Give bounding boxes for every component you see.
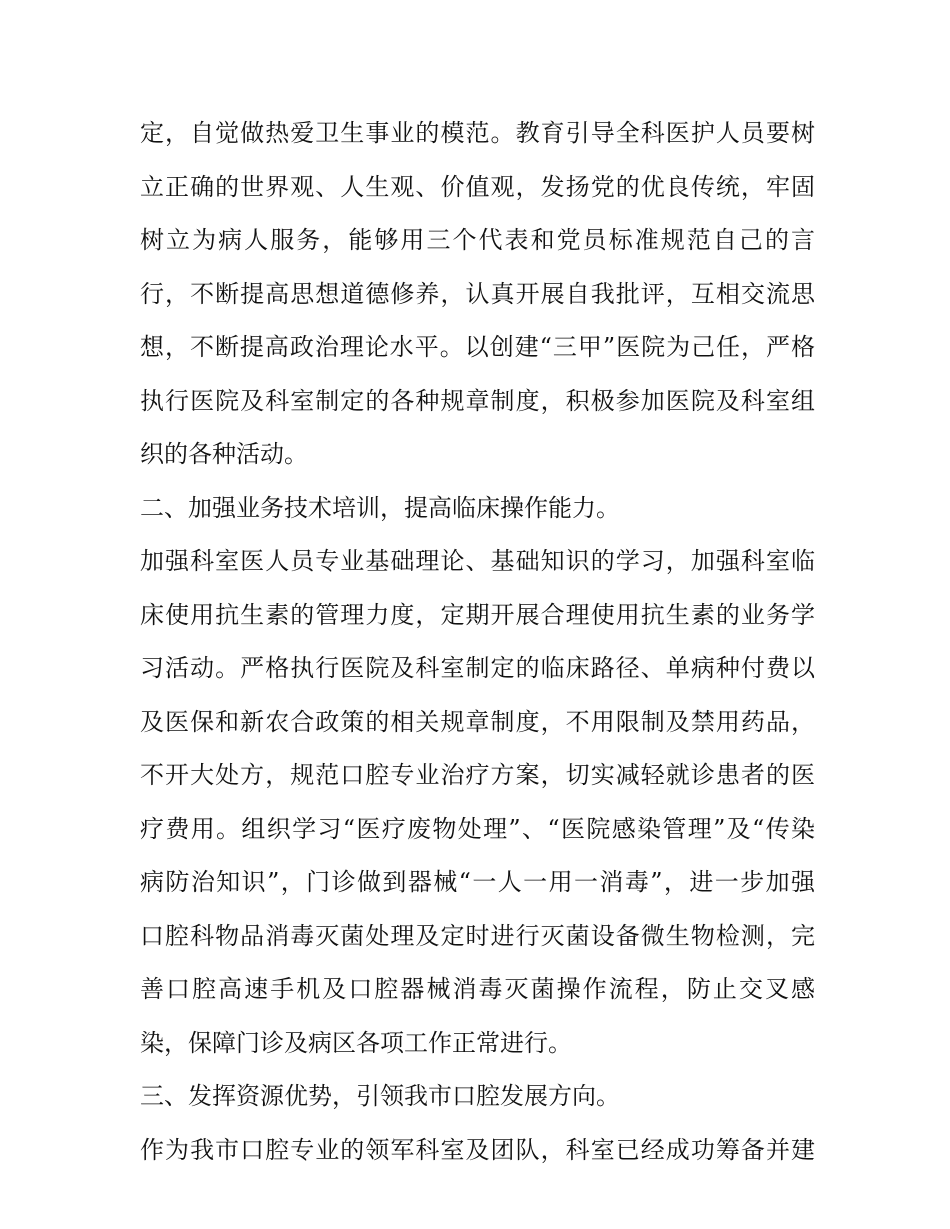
text-line: 疗费用。组织学习“医疗废物处理”、“医院感染管理”及“传染 (140, 814, 815, 843)
body-text (140, 107, 815, 1177)
text-line: 定，自觉做热爱卫生事业的模范。教育引导全科医护人员要树 (140, 119, 815, 147)
text-line: 想，不断提高政治理论水平。以创建“三甲”医院为己任，严格 (140, 333, 815, 361)
text-line: 行，不断提高思想道德修养，认真开展自我批评，互相交流思 (140, 279, 815, 308)
text-line: 织的各种活动。 (140, 440, 308, 468)
text-line: 执行医院及科室制定的各种规章制度，积极参加医院及科室组 (140, 386, 815, 415)
text-line: 床使用抗生素的管理力度，定期开展合理使用抗生素的业务学 (140, 600, 815, 629)
text-line: 树立为病人服务，能够用三个代表和党员标准规范自己的言 (140, 226, 815, 254)
text-line: 口腔科物品消毒灭菌处理及定时进行灭菌设备微生物检测，完 (140, 921, 815, 950)
text-line: 及医保和新农合政策的相关规章制度，不用限制及禁用药品， (140, 707, 815, 736)
text-line: 立正确的世界观、人生观、价值观，发扬党的优良传统，牢固 (140, 172, 815, 201)
section-heading: 三、发挥资源优势，引领我市口腔发展方向。 (140, 1082, 620, 1110)
text-line: 病防治知识”，门诊做到器械“一人一用一消毒”，进一步加强 (140, 868, 815, 896)
section-heading: 二、加强业务技术培训，提高临床操作能力。 (140, 493, 620, 522)
text-line: 习活动。严格执行医院及科室制定的临床路径、单病种付费以 (140, 654, 815, 682)
text-line: 加强科室医人员专业基础理论、基础知识的学习，加强科室临 (140, 547, 815, 575)
text-line: 不开大处方，规范口腔专业治疗方案，切实减轻就诊患者的医 (140, 761, 815, 789)
text-line: 作为我市口腔专业的领军科室及团队，科室已经成功筹备并建 (140, 1135, 815, 1164)
text-line: 善口腔高速手机及口腔器械消毒灭菌操作流程，防止交叉感 (140, 975, 815, 1003)
text-line: 染，保障门诊及病区各项工作正常进行。 (140, 1028, 572, 1057)
